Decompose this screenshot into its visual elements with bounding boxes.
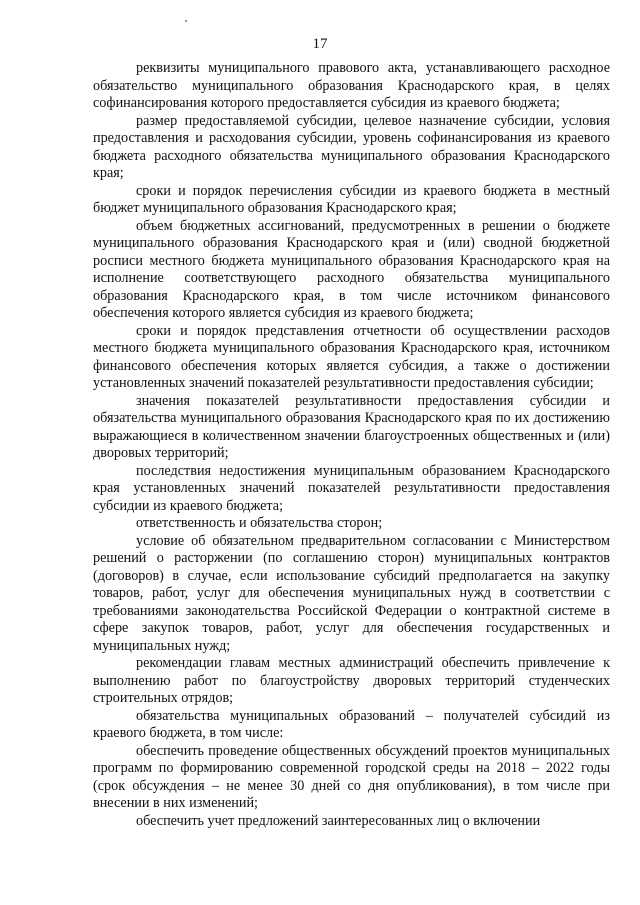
paragraph-reporting-terms: сроки и порядок представления отчетности об осуществлении расходов местного бюджета муниципального образования Краснодарского края, источником финансового обеспечения которых является субсидия, а также о достижении установленных значений показателей результативности предоставления субсидии; [93, 322, 610, 391]
paragraph-obligations: обязательства муниципальных образований – получателей субсидий из краевого бюджета, в том числе: [93, 707, 610, 741]
paragraph-indicator-values: значения показателей результативности предоставления субсидии и обязательства муниципального образования Краснодарского края по их достижению выражающиеся в количественном значении благоустроенных общественных и (или) дворовых территорий; [93, 392, 610, 461]
paragraph-consequences: последствия недостижения муниципальным образованием Краснодарского края установленных значений показателей результативности предоставления субсидии из краевого бюджета; [93, 462, 610, 514]
paragraph-responsibility: ответственность и обязательства сторон; [136, 515, 383, 531]
paragraph-transfer-terms: сроки и порядок перечисления субсидии из краевого бюджета в местный бюджет муниципального образования Краснодарского края; [93, 182, 610, 216]
paragraph-proposals: обеспечить учет предложений заинтересованных лиц о включении [136, 812, 541, 829]
paragraph-approval-condition: условие об обязательном предварительном согласовании с Министерством решений о расторжении (по соглашению сторон) муниципальных контрактов (договоров) в случае, если использование субсидий предполагается на закупку товаров, работ, услуг для обеспечения муниципальных нужд в соответствии с требованиями законодательства Российской Федерации о контрактной системе в сфере закупок товаров, работ, услуг для обеспечения государственных и муниципальных нужд; [93, 532, 610, 654]
paragraph-recommendations: рекомендации главам местных администраций обеспечить привлечение к выполнению работ по благоустройству дворовых территорий студенческих строительных отрядов; [93, 655, 610, 706]
scan-speck [185, 20, 187, 22]
paragraph-public-discussion: обеспечить проведение общественных обсуждений проектов муниципальных программ по формированию современной городской среды на 2018 – 2022 годы (срок обсуждения – не менее 30 дней со дня опубликования), в том числе при внесении в них изменений; [93, 742, 610, 811]
paragraph-budget-volume: объем бюджетных ассигнований, предусмотренных в решении о бюджете муниципального образования Краснодарского края и (или) сводной бюджетной росписи местного бюджета муниципального образования Краснодарского края на исполнение соответствующего расходного обязательства муниципального образования Краснодарского края, в том числе источником финансового обеспечения которого является субсидия из краевого бюджета; [93, 217, 610, 321]
document-body [93, 60, 610, 830]
paragraph-subsidy-size: размер предоставляемой субсидии, целевое назначение субсидии, условия предоставления и расходования субсидии, уровень софинансирования из краевого бюджета расходного обязательства муниципального образования Краснодарского края; [93, 112, 610, 181]
page-number: 17 [312, 36, 328, 52]
paragraph-requisites: реквизиты муниципального правового акта, устанавливающего расходное обязательство муниципального образования Краснодарского края, в целях софинансирования которого предоставляется субсидия из краевого бюджета; [93, 60, 610, 111]
